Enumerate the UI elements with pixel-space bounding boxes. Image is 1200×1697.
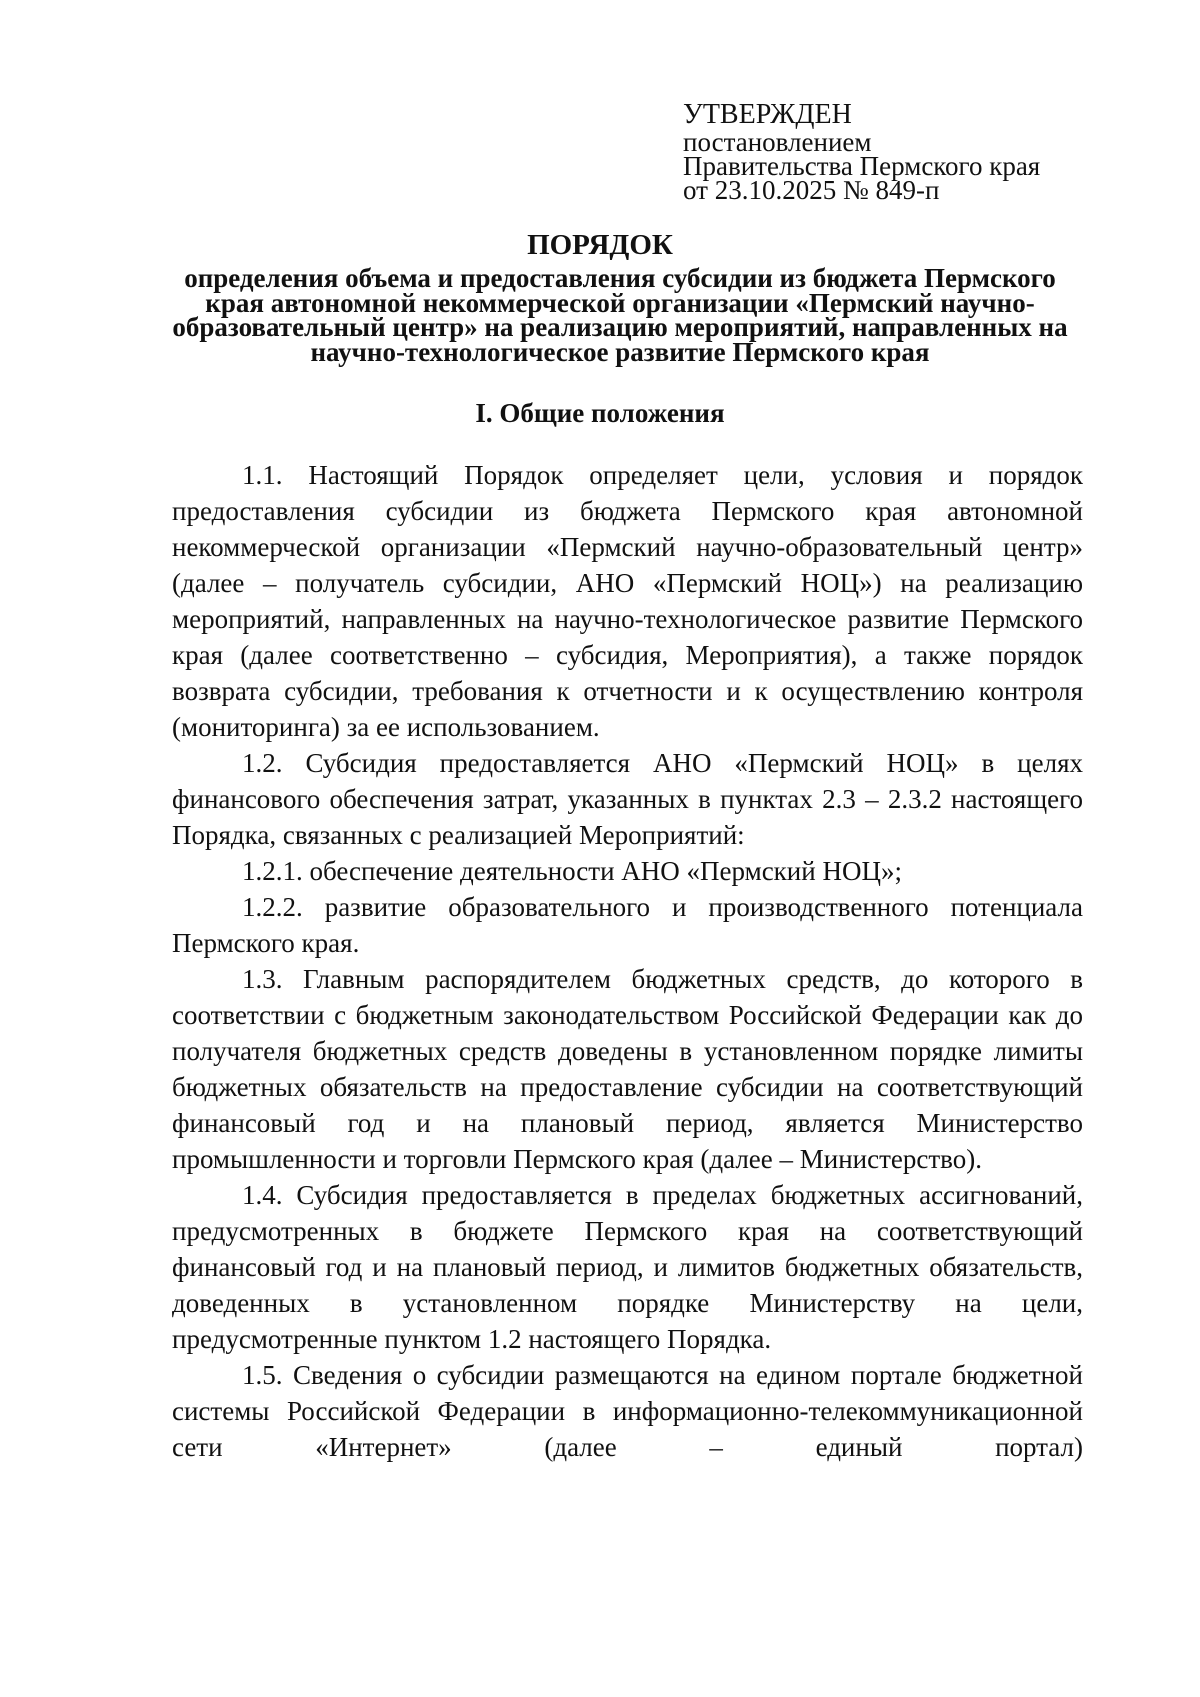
paragraph-1-1: 1.1. Настоящий Порядок определяет цели, условия и порядок предоставления субсидии из бюджета Пермского края автономной некоммерческой организации «Пермский научно-образовательный центр» (далее – получатель субсидии, АНО «Пермский НОЦ») на реализацию мероприятий, направленных на научно-технологическое развитие Пермского края (далее соответственно – субсидия, Мероприятия), а также порядок возврата субсидии, требования к отчетности и к осуществлению контроля (мониторинга) за ее использованием. — [172, 460, 1083, 742]
paragraph-1-4: 1.4. Субсидия предоставляется в пределах бюджетных ассигнований, предусмотренных в бюджете Пермского края на соответствующий финансовый год и на плановый период, и лимитов бюджетных обязательств, доведенных в установленном порядке Министерству на цели, предусмотренные пунктом 1.2 настоящего Порядка. — [172, 1180, 1083, 1354]
approval-stamp — [683, 99, 1153, 205]
paragraph-1-2-2: 1.2.2. развитие образовательного и производственного потенциала Пермского края. — [172, 892, 1083, 958]
section-heading: I. Общие положения — [475, 398, 725, 428]
document-body — [172, 457, 1083, 1465]
paragraph-1-3: 1.3. Главным распорядителем бюджетных средств, до которого в соответствии с бюджетным законодательством Российской Федерации как до получателя бюджетных средств доведены в установленном порядке лимиты бюджетных обязательств на предоставление субсидии на соответствующий финансовый год и на плановый период, является Министерство промышленности и торговли Пермского края (далее – Министерство). — [172, 964, 1083, 1174]
paragraph-1-2: 1.2. Субсидия предоставляется АНО «Пермский НОЦ» в целях финансового обеспечения затрат, указанных в пунктах 2.3 – 2.3.2 настоящего Порядка, связанных с реализацией Мероприятий: — [172, 748, 1083, 850]
document-title: ПОРЯДОК — [527, 229, 673, 261]
approval-line-government: Правительства Пермского края — [683, 151, 1041, 181]
approval-line-date-number: от 23.10.2025 № 849-п — [683, 175, 940, 205]
approval-line-resolution: постановлением — [683, 127, 872, 157]
document-subtitle: определения объема и предоставления субсидии из бюджета Пермского края автономной некоммерческой организации «Пермский научно-образовательный центр» на реализацию мероприятий, направленных на научно-технологическое развитие Пермского края — [172, 263, 1068, 367]
paragraph-1-2-1: 1.2.1. обеспечение деятельности АНО «Пермский НОЦ»; — [242, 856, 902, 886]
paragraph-1-5: 1.5. Сведения о субсидии размещаются на едином портале бюджетной системы Российской Федерации в информационно-телекоммуникационной сети «Интернет» (далее – единый портал) — [172, 1360, 1083, 1462]
approval-line-approved: УТВЕРЖДЕН — [683, 99, 852, 130]
